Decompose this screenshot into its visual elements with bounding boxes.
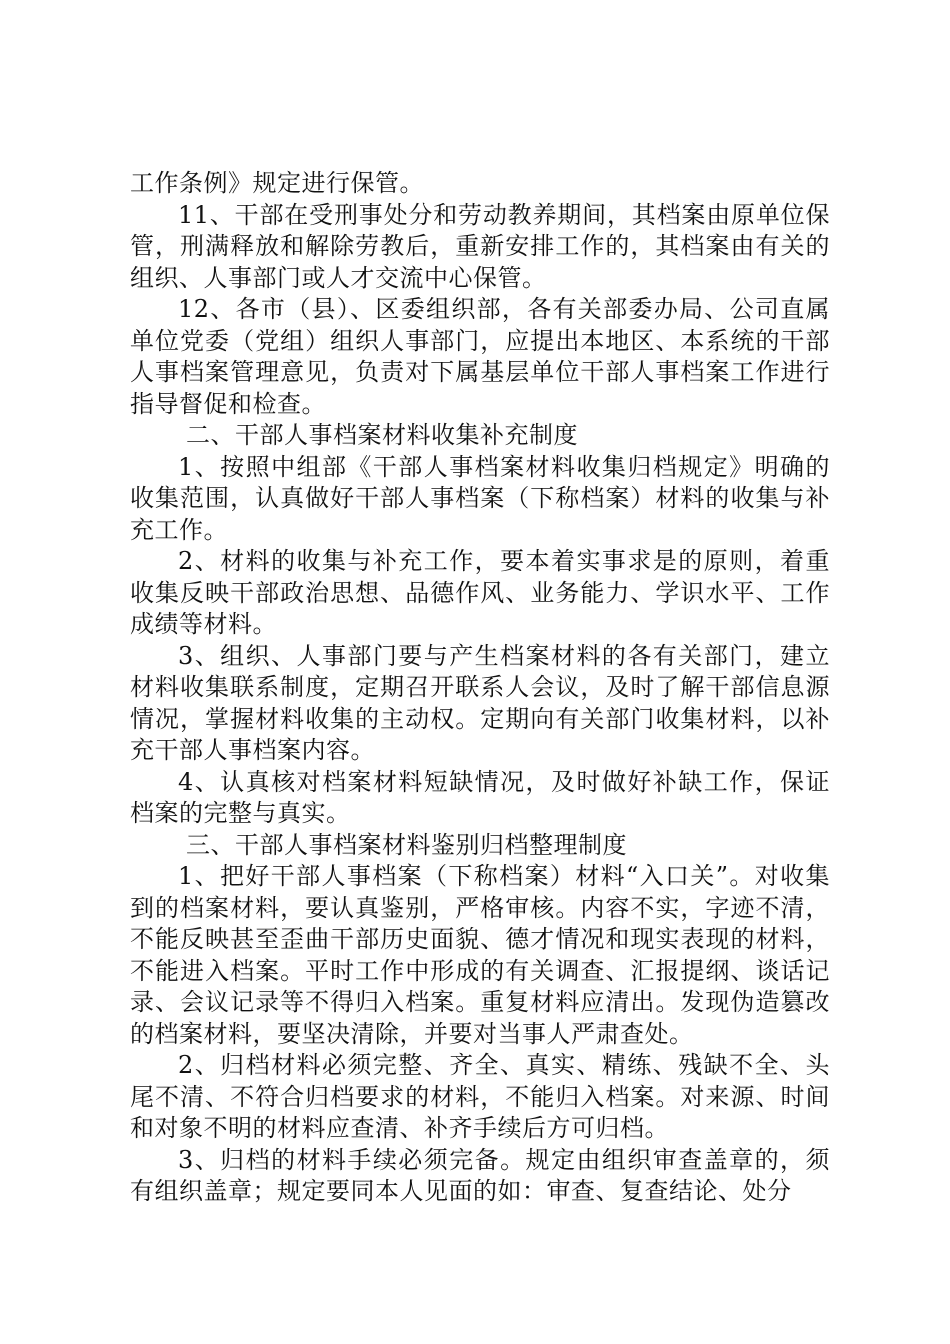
paragraph-section2-item-2: 2、材料的收集与补充工作，要本着实事求是的原则，着重收集反映干部政治思想、品德作风、业务能力、学识水平、工作成绩等材料。 [130,547,830,638]
section-heading-2: 二、干部人事档案材料收集补充制度 [186,421,578,449]
paragraph-section2-item-4: 4、认真核对档案材料短缺情况，及时做好补缺工作，保证档案的完整与真实。 [130,767,830,827]
paragraph-continuation: 工作条例》规定进行保管。 [130,169,424,197]
paragraph-section3-item-1: 1、把好干部人事档案（下称档案）材料“入口关”。对收集到的档案材料，要认真鉴别，严格审核。内容不实，字迹不清，不能反映甚至歪曲干部历史面貌、德才情况和现实表现的材料，不能进入档案。平时工作中形成的有关调查、汇报提纲、谈话记录、会议记录等不得归入档案。重复材料应清出。发现伪造篡改的档案材料，要坚决清除，并要对当事人严肃查处。 [130,862,830,1048]
document-page [130,168,830,1208]
paragraph-item-12: 12、各市（县）、区委组织部，各有关部委办局、公司直属单位党委（党组）组织人事部门，应提出本地区、本系统的干部人事档案管理意见，负责对下属基层单位干部人事档案工作进行指导督促和检查。 [130,295,830,418]
paragraph-section2-item-3: 3、组织、人事部门要与产生档案材料的各有关部门，建立材料收集联系制度，定期召开联系人会议，及时了解干部信息源情况，掌握材料收集的主动权。定期向有关部门收集材料，以补充干部人事档案内容。 [130,641,830,764]
paragraph-section3-item-2: 2、归档材料必须完整、齐全、真实、精练、残缺不全、头尾不清、不符合归档要求的材料，不能归入档案。对来源、时间和对象不明的材料应查清、补齐手续后方可归档。 [130,1051,830,1142]
section-heading-3: 三、干部人事档案材料鉴别归档整理制度 [186,830,627,859]
paragraph-section2-item-1: 1、按照中组部《干部人事档案材料收集归档规定》明确的收集范围，认真做好干部人事档案（下称档案）材料的收集与补充工作。 [130,452,830,544]
paragraph-section3-item-3: 3、归档的材料手续必须完备。规定由组织审查盖章的，须有组织盖章；规定要同本人见面的如：审查、复查结论、处分 [130,1145,830,1205]
paragraph-item-11: 11、干部在受刑事处分和劳动教养期间，其档案由原单位保管，刑满释放和解除劳教后，重新安排工作的，其档案由有关的组织、人事部门或人才交流中心保管。 [130,200,830,292]
